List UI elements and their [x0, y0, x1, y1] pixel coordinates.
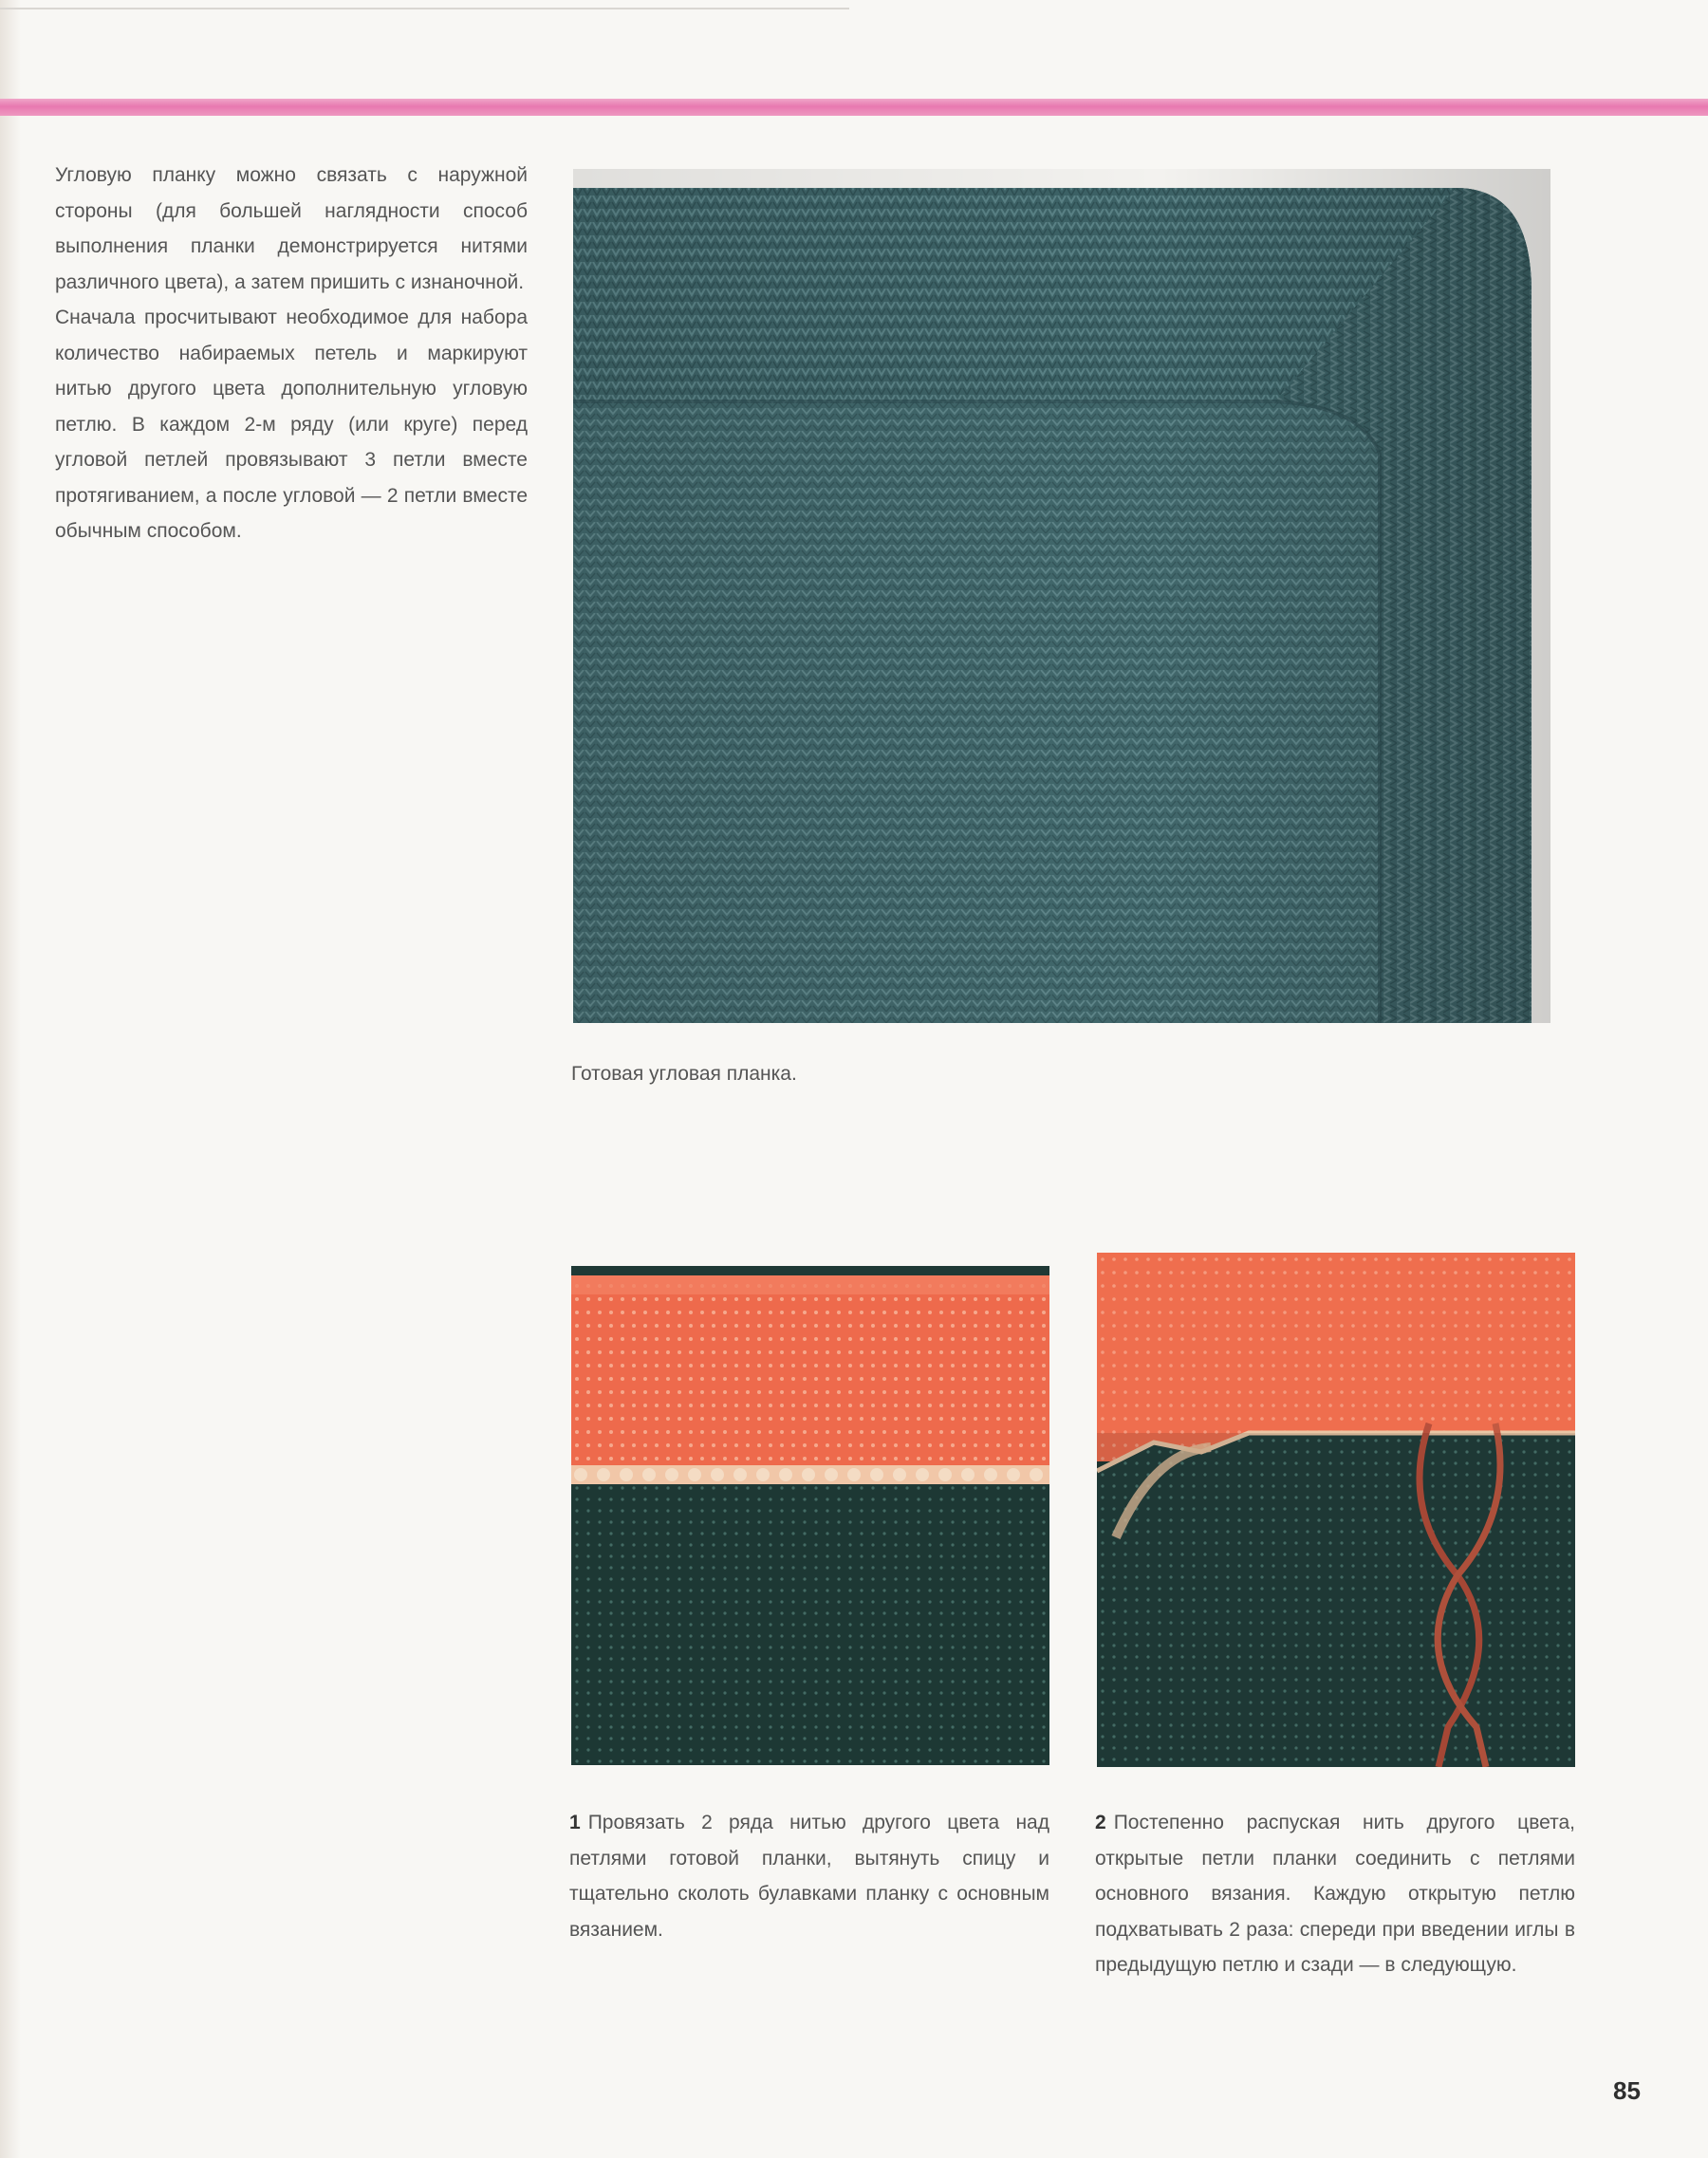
step-1-photo	[571, 1266, 1049, 1765]
step-1-text: Провязать 2 ряда нитью другого цвета над петлями готовой планки, вытянуть спицу и тщательно сколоть булавками планку с основным вязанием.	[569, 1812, 1049, 1941]
step-2-caption	[1095, 1805, 1575, 1983]
step-1-number: 1	[569, 1812, 581, 1833]
main-photo-caption: Готовая угловая планка.	[571, 1063, 797, 1085]
step-2-text: Постепенно распуская нить другого цвета, открытые петли планки соединить с петлями основного вязания. Каждую открытую петлю подхватывать 2 раза: спереди при введении иглы в предыдущую петлю и сзади — в следующую.	[1095, 1812, 1575, 1976]
page-number: 85	[1613, 2076, 1641, 2105]
corner-band-photo	[573, 169, 1550, 1023]
body-text	[55, 158, 528, 549]
top-rule	[0, 8, 849, 9]
accent-band	[0, 99, 1708, 116]
step-2-photo	[1097, 1253, 1575, 1767]
body-paragraph-2: Сначала просчитывают необходимое для набора количество набираемых петель и маркируют нитью другого цвета дополнительную угловую петлю. В каждом 2-м ряду (или круге) перед угловой петлей провязывают 3 петли вместе протягиванием, а после угловой — 2 петли вместе обычным способом.	[55, 307, 528, 542]
page-gutter-shade	[0, 0, 21, 2158]
step-1-caption	[569, 1805, 1049, 1947]
step-2-number: 2	[1095, 1812, 1106, 1833]
body-paragraph-1: Угловую планку можно связать с наружной стороны (для большей наглядности способ выполнения планки демонстрируется нитями различного цвета), а затем пришить с изнаночной.	[55, 164, 528, 293]
